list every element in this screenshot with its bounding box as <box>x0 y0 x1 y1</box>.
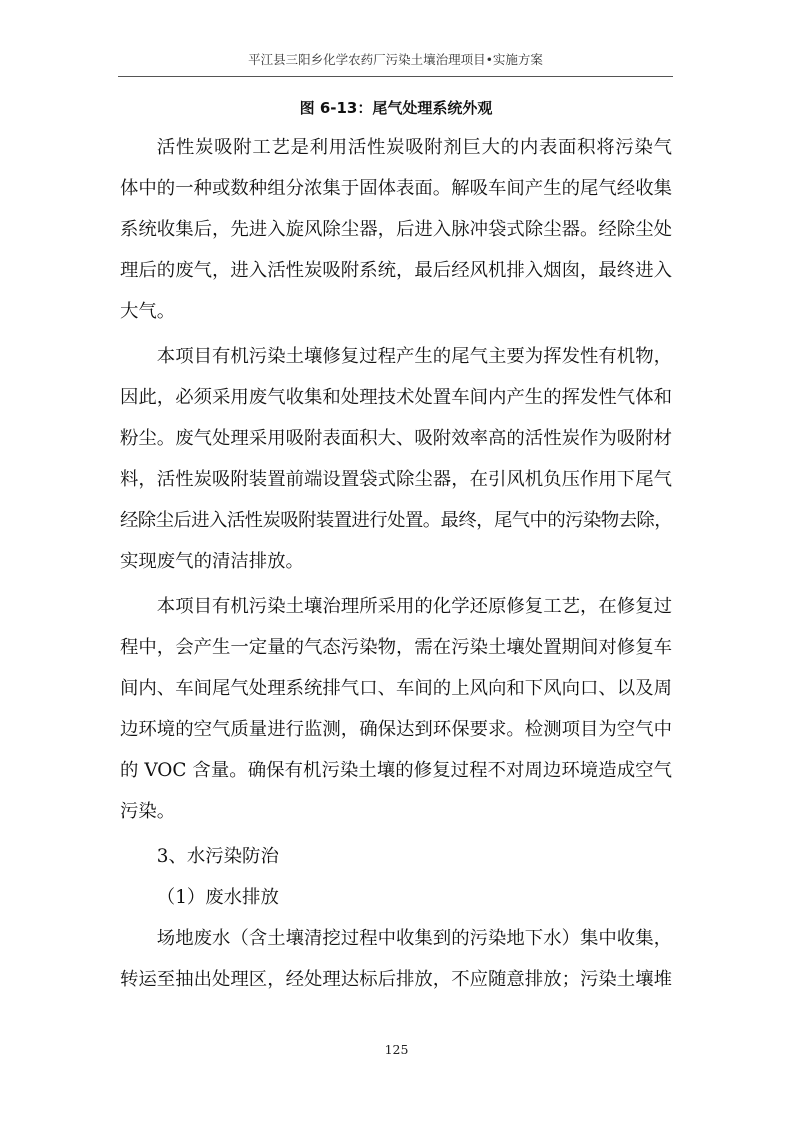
paragraph-line: 实现废气的清洁排放。 <box>120 551 304 572</box>
paragraph-line: 因此，必须采用废气收集和处理技术处置车间内产生的挥发性气体和 <box>120 387 672 408</box>
paragraph-line: 大气。 <box>120 301 176 322</box>
section-heading-text: 3、水污染防治 <box>156 846 279 867</box>
paragraph-line: 体中的一种或数种组分浓集于固体表面。解吸车间产生的尾气经收集 <box>120 178 672 199</box>
paragraph-line: 的 VOC 含量。确保有机污染土壤的修复过程不对周边环境造成空气 <box>120 760 672 781</box>
paragraph-line: 粉尘。废气处理采用吸附表面积大、吸附效率高的活性炭作为吸附材 <box>120 428 672 449</box>
body-paragraph <box>120 918 672 1000</box>
paragraph-line: 间内、车间尾气处理系统排气口、车间的上风向和下风向口、以及周 <box>120 678 672 699</box>
paragraph-line: 边环境的空气质量进行监测，确保达到环保要求。检测项目为空气中 <box>120 719 672 740</box>
figure-caption: 图 6-13：尾气处理系统外观 <box>299 99 493 117</box>
header-title: 平江县三阳乡化学农药厂污染土壤治理项目•实施方案 <box>248 52 543 67</box>
paragraph-line: 理后的废气，进入活性炭吸附系统，最后经风机排入烟囱，最终进入 <box>120 260 672 281</box>
paragraph-line: 场地废水（含土壤清挖过程中收集到的污染地下水）集中收集， <box>156 928 672 949</box>
paragraph-line: 本项目有机污染土壤治理所采用的化学还原修复工艺，在修复过 <box>156 596 672 617</box>
header-rule <box>118 76 673 77</box>
paragraph-line: 系统收集后，先进入旋风除尘器，后进入脉冲袋式除尘器。经除尘处 <box>120 219 672 240</box>
paragraph-line: 本项目有机污染土壤修复过程产生的尾气主要为挥发性有机物， <box>156 346 672 367</box>
paragraph-line: 经除尘后进入活性炭吸附装置进行处置。最终，尾气中的污染物去除， <box>120 510 672 531</box>
paragraph-line: 料，活性炭吸附装置前端设置袋式除尘器，在引风机负压作用下尾气 <box>120 469 672 490</box>
section-heading <box>120 836 672 877</box>
body-paragraph <box>120 586 672 832</box>
subsection-heading-text: （1）废水排放 <box>156 887 279 908</box>
running-header <box>118 50 673 75</box>
body-text <box>120 127 672 1000</box>
paragraph-line: 活性炭吸附工艺是利用活性炭吸附剂巨大的内表面积将污染气 <box>156 137 672 158</box>
paragraph-line: 程中，会产生一定量的气态污染物，需在污染土壤处置期间对修复车 <box>120 637 672 658</box>
paragraph-line: 污染。 <box>120 801 176 822</box>
body-paragraph <box>120 336 672 582</box>
body-paragraph <box>120 127 672 332</box>
page-number: 125 <box>384 1042 409 1057</box>
subsection-heading <box>120 877 672 918</box>
paragraph-line: 转运至抽出处理区，经处理达标后排放，不应随意排放；污染土壤堆 <box>120 969 672 990</box>
